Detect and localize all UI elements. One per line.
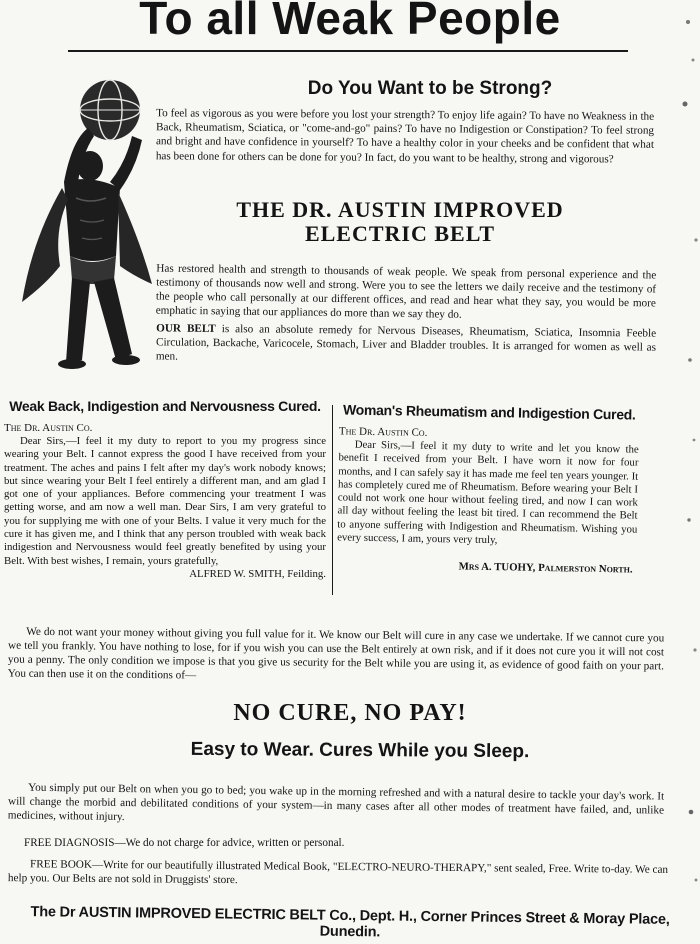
easy-to-wear-heading: Easy to Wear. Cures While you Sleep. [190, 738, 530, 763]
testimonial-right [337, 401, 640, 576]
testimonial-left-body: Dear Sirs,—I feel it my duty to report to you my progress since wearing your Belt. I cannot express the good I have received from your treatment. The aches and pains I felt after my day's work nobody knows; but since wearing your Belt I feel entirely a different man, and am glad I got one of your appliances. Before commencing your treatment I was getting worse, and am now a well man. Dear Sirs, I am very grateful to you for supplying me with one of your Belts. I value it very much for the cure it has given me, and I think that any person troubled with weak back indigestion and Nervousness would feel greatly benefited by using your Belt. With best wishes, I remain, yours gratefully, [4, 435, 326, 567]
free-diagnosis-line: FREE DIAGNOSIS—We do not charge for advice, written or personal. [24, 837, 345, 849]
our-belt-paragraph [156, 321, 656, 368]
strongman-lifting-globe-icon [2, 70, 162, 380]
testimonial-left-addressee: The Dr. Austin Co. [4, 422, 93, 434]
headline: To all Weak People [139, 0, 561, 44]
print-specks-decoration [660, 0, 700, 940]
testimonial-left [4, 398, 326, 580]
belt-title [160, 198, 640, 246]
testimonial-right-addressee: The Dr. Austin Co. [338, 425, 428, 439]
belt-title-line-1: THE DR. AUSTIN IMPROVED [236, 197, 564, 222]
subhead: Do You Want to be Strong? [307, 78, 553, 99]
testimonial-right-signature: Mrs A. TUOHY, Palmerston North. [458, 560, 633, 576]
guarantee-paragraph: We do not want your money without giving you full value for it. We know our Belt will cure in any case we undertake. If we cannot cure you we tell you frankly. You have nothing to lose, for if you wish you can use the Belt entirely at own risk, and if it does not cure you it will not cost you a penny. The only condition we impose is that you give us security for the Belt while you are using it, as evidence of good faith on your part. You can then use it on the conditions of— [7, 625, 665, 682]
testimonial-right-body: Dear Sirs,—I feel it my duty to write and let you know the benefit I received from your Belt. I have worn it now for four months, and I can safely say it has made me feel ten years younger. It has completely cured me of Rheumatism. Before wearing your Belt I could not work one hour without feeling tired, and now I can work all day without feeling the least bit tired. I can recommend the Belt to anyone suffering with Indigestion and Rheumatism. Wishing you every success, I am, yours very truly, [337, 438, 639, 547]
company-address-footer: The Dr AUSTIN IMPROVED ELECTRIC BELT Co., Dept. H., Corner Princes Street & Moray Place, Dunedin. [30, 904, 670, 941]
column-divider [332, 405, 333, 595]
usage-paragraph: You simply put our Belt on when you go to bed; you wake up in the morning refreshed and with a natural desire to tackle your day's work. It will change the morbid and debilitated conditions of your system—in many cases after all other modes of treatment have failed, and, unlike medicines, without injury. [7, 781, 665, 824]
restored-paragraph: Has restored health and strength to thousands of weak people. We speak from personal experience and the testimony of thousands now well and strong. Were you to see the letters we daily receive and the testimony of the people who call personally at our different offices, and read and hear what they say, you would be more emphatic in saying that our appliances do more than we say they do. [155, 262, 657, 321]
headline-rule [68, 50, 628, 52]
no-cure-no-pay-heading: NO CURE, NO PAY! [233, 700, 467, 726]
intro-paragraph: To feel as vigorous as you were before you lost your strength? To enjoy life again? To have no Weakness in the Back, Rheumatism, Sciatica, or "come-and-go" pains? To have no Indigestion or Constipation? To feel strong and bright and have confidence in yourself? To have a healthy color in your cheeks and be confident that what has been done for others can be done for you? In fact, do you want to be healthy, strong and vigorous? [155, 107, 655, 166]
testimonial-left-heading: Weak Back, Indigestion and Nervousness Cured. [9, 398, 321, 414]
testimonial-right-heading: Woman's Rheumatism and Indigestion Cured. [342, 401, 636, 423]
our-belt-lead: OUR BELT [156, 322, 216, 336]
our-belt-text: is also an absolute remedy for Nervous Diseases, Rheumatism, Sciatica, Insomnia Feeble Circulation, Backache, Varicocele, Stomach, Liver and Bladder troubles. It is arranged for women as well as men. [155, 323, 657, 363]
free-book-paragraph: FREE BOOK—Write for our beautifully illustrated Medical Book, "ELECTRO-NEURO-THERAPY," sent sealed, Free. Write to-day. We can help you. Our Belts are not sold in Druggists' store. [7, 858, 669, 887]
belt-title-line-2: ELECTRIC BELT [304, 221, 496, 246]
testimonial-left-signature: ALFRED W. SMITH, Feilding. [189, 567, 326, 580]
